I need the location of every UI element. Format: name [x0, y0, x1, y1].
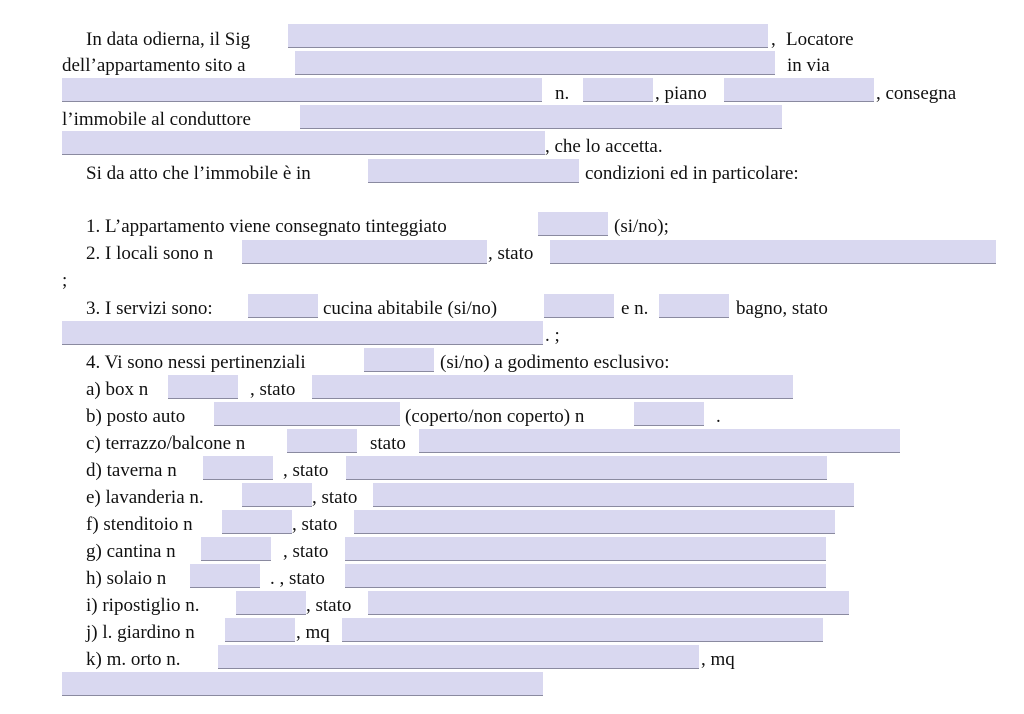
- dot-semicolon-label: . ;: [545, 325, 560, 346]
- solaio-n-field[interactable]: [190, 564, 260, 588]
- sig-name-field[interactable]: [288, 24, 768, 48]
- taverna-stato-field[interactable]: [346, 456, 827, 480]
- posto-auto-n-field[interactable]: [634, 402, 704, 426]
- lavanderia-stato-label: , stato: [312, 487, 358, 508]
- cucina-label: cucina abitabile (si/no): [323, 298, 498, 319]
- stenditoio-stato-field[interactable]: [354, 510, 835, 534]
- taverna-n-field[interactable]: [203, 456, 273, 480]
- item2-stato-label: , stato: [488, 243, 534, 264]
- intro-label: In data odierna, il Sig: [86, 29, 251, 50]
- giardino-label: j) l. giardino n: [86, 622, 195, 643]
- cantina-stato-field[interactable]: [345, 537, 826, 561]
- sito-a-field[interactable]: [295, 51, 775, 75]
- terrazzo-stato-field[interactable]: [419, 429, 900, 453]
- condizioni-field[interactable]: [368, 159, 579, 183]
- pertinenze-sino-field[interactable]: [364, 348, 434, 372]
- stenditoio-n-field[interactable]: [222, 510, 292, 534]
- solaio-stato-field[interactable]: [345, 564, 826, 588]
- item4-label: 4. Vi sono nessi pertinenziali: [86, 352, 306, 373]
- terrazzo-stato-label: stato: [370, 433, 406, 454]
- giardino-n-field[interactable]: [225, 618, 295, 642]
- si-da-atto-label: Si da atto che l’immobile è in: [86, 163, 311, 184]
- condizioni-label: condizioni ed in particolare:: [585, 163, 799, 184]
- locatore-label: Locatore: [786, 29, 854, 50]
- appartamento-label: dell’appartamento sito a: [62, 55, 246, 76]
- solaio-stato-label: . , stato: [270, 568, 325, 589]
- locali-n-field[interactable]: [242, 240, 487, 264]
- box-label: a) box n: [86, 379, 149, 400]
- item1-label: 1. L’appartamento viene consegnato tinteggiato: [86, 216, 447, 237]
- stenditoio-stato-label: , stato: [292, 514, 338, 535]
- stenditoio-label: f) stenditoio n: [86, 514, 193, 535]
- ripostiglio-stato-field[interactable]: [368, 591, 849, 615]
- giardino-mq-field[interactable]: [342, 618, 823, 642]
- cantina-n-field[interactable]: [201, 537, 271, 561]
- posto-auto-field[interactable]: [214, 402, 400, 426]
- comma-label: ,: [771, 29, 776, 50]
- item3-label: 3. I servizi sono:: [86, 298, 213, 319]
- cucina-sino-field[interactable]: [544, 294, 614, 318]
- orto-n-field[interactable]: [218, 645, 699, 669]
- cantina-stato-label: , stato: [283, 541, 329, 562]
- piano-label: , piano: [655, 83, 707, 104]
- item2-label: 2. I locali sono n: [86, 243, 214, 264]
- box-stato-field[interactable]: [312, 375, 793, 399]
- cantina-label: g) cantina n: [86, 541, 176, 562]
- accetta-label: , che lo accetta.: [545, 136, 663, 157]
- numero-field[interactable]: [583, 78, 653, 102]
- locali-stato-field[interactable]: [550, 240, 996, 264]
- conduttore-field[interactable]: [300, 105, 782, 129]
- bagni-n-field[interactable]: [659, 294, 729, 318]
- ripostiglio-n-field[interactable]: [236, 591, 306, 615]
- posto-auto-dot: .: [716, 406, 721, 427]
- taverna-label: d) taverna n: [86, 460, 177, 481]
- lavanderia-stato-field[interactable]: [373, 483, 854, 507]
- consegna-label: , consegna: [876, 83, 957, 104]
- piano-field[interactable]: [724, 78, 874, 102]
- posto-auto-label: b) posto auto: [86, 406, 186, 427]
- orto-label: k) m. orto n.: [86, 649, 181, 670]
- bagno-label: bagno, stato: [736, 298, 828, 319]
- item4-suffix: (si/no) a godimento esclusivo:: [440, 352, 670, 373]
- lavanderia-n-field[interactable]: [242, 483, 312, 507]
- via-field[interactable]: [62, 78, 542, 102]
- e-n-label: e n.: [621, 298, 649, 319]
- in-via-label: in via: [787, 55, 830, 76]
- item1-suffix: (si/no);: [614, 216, 669, 237]
- lavanderia-label: e) lavanderia n.: [86, 487, 204, 508]
- ripostiglio-stato-label: , stato: [306, 595, 352, 616]
- numero-label: n.: [555, 83, 570, 104]
- box-n-field[interactable]: [168, 375, 238, 399]
- servizi-stato-field[interactable]: [62, 321, 543, 345]
- solaio-label: h) solaio n: [86, 568, 167, 589]
- orto-mq-label: , mq: [701, 649, 735, 670]
- orto-mq-field[interactable]: [62, 672, 543, 696]
- conduttore-cont-field[interactable]: [62, 131, 545, 155]
- coperto-label: (coperto/non coperto) n: [405, 406, 585, 427]
- immobile-conduttore-label: l’immobile al conduttore: [62, 109, 251, 130]
- terrazzo-n-field[interactable]: [287, 429, 357, 453]
- giardino-mq-label: , mq: [296, 622, 330, 643]
- terrazzo-label: c) terrazzo/balcone n: [86, 433, 246, 454]
- semicolon-label: ;: [62, 270, 68, 291]
- taverna-stato-label: , stato: [283, 460, 329, 481]
- servizi-n-field[interactable]: [248, 294, 318, 318]
- tinteggiato-field[interactable]: [538, 212, 608, 236]
- ripostiglio-label: i) ripostiglio n.: [86, 595, 200, 616]
- box-stato-label: , stato: [250, 379, 296, 400]
